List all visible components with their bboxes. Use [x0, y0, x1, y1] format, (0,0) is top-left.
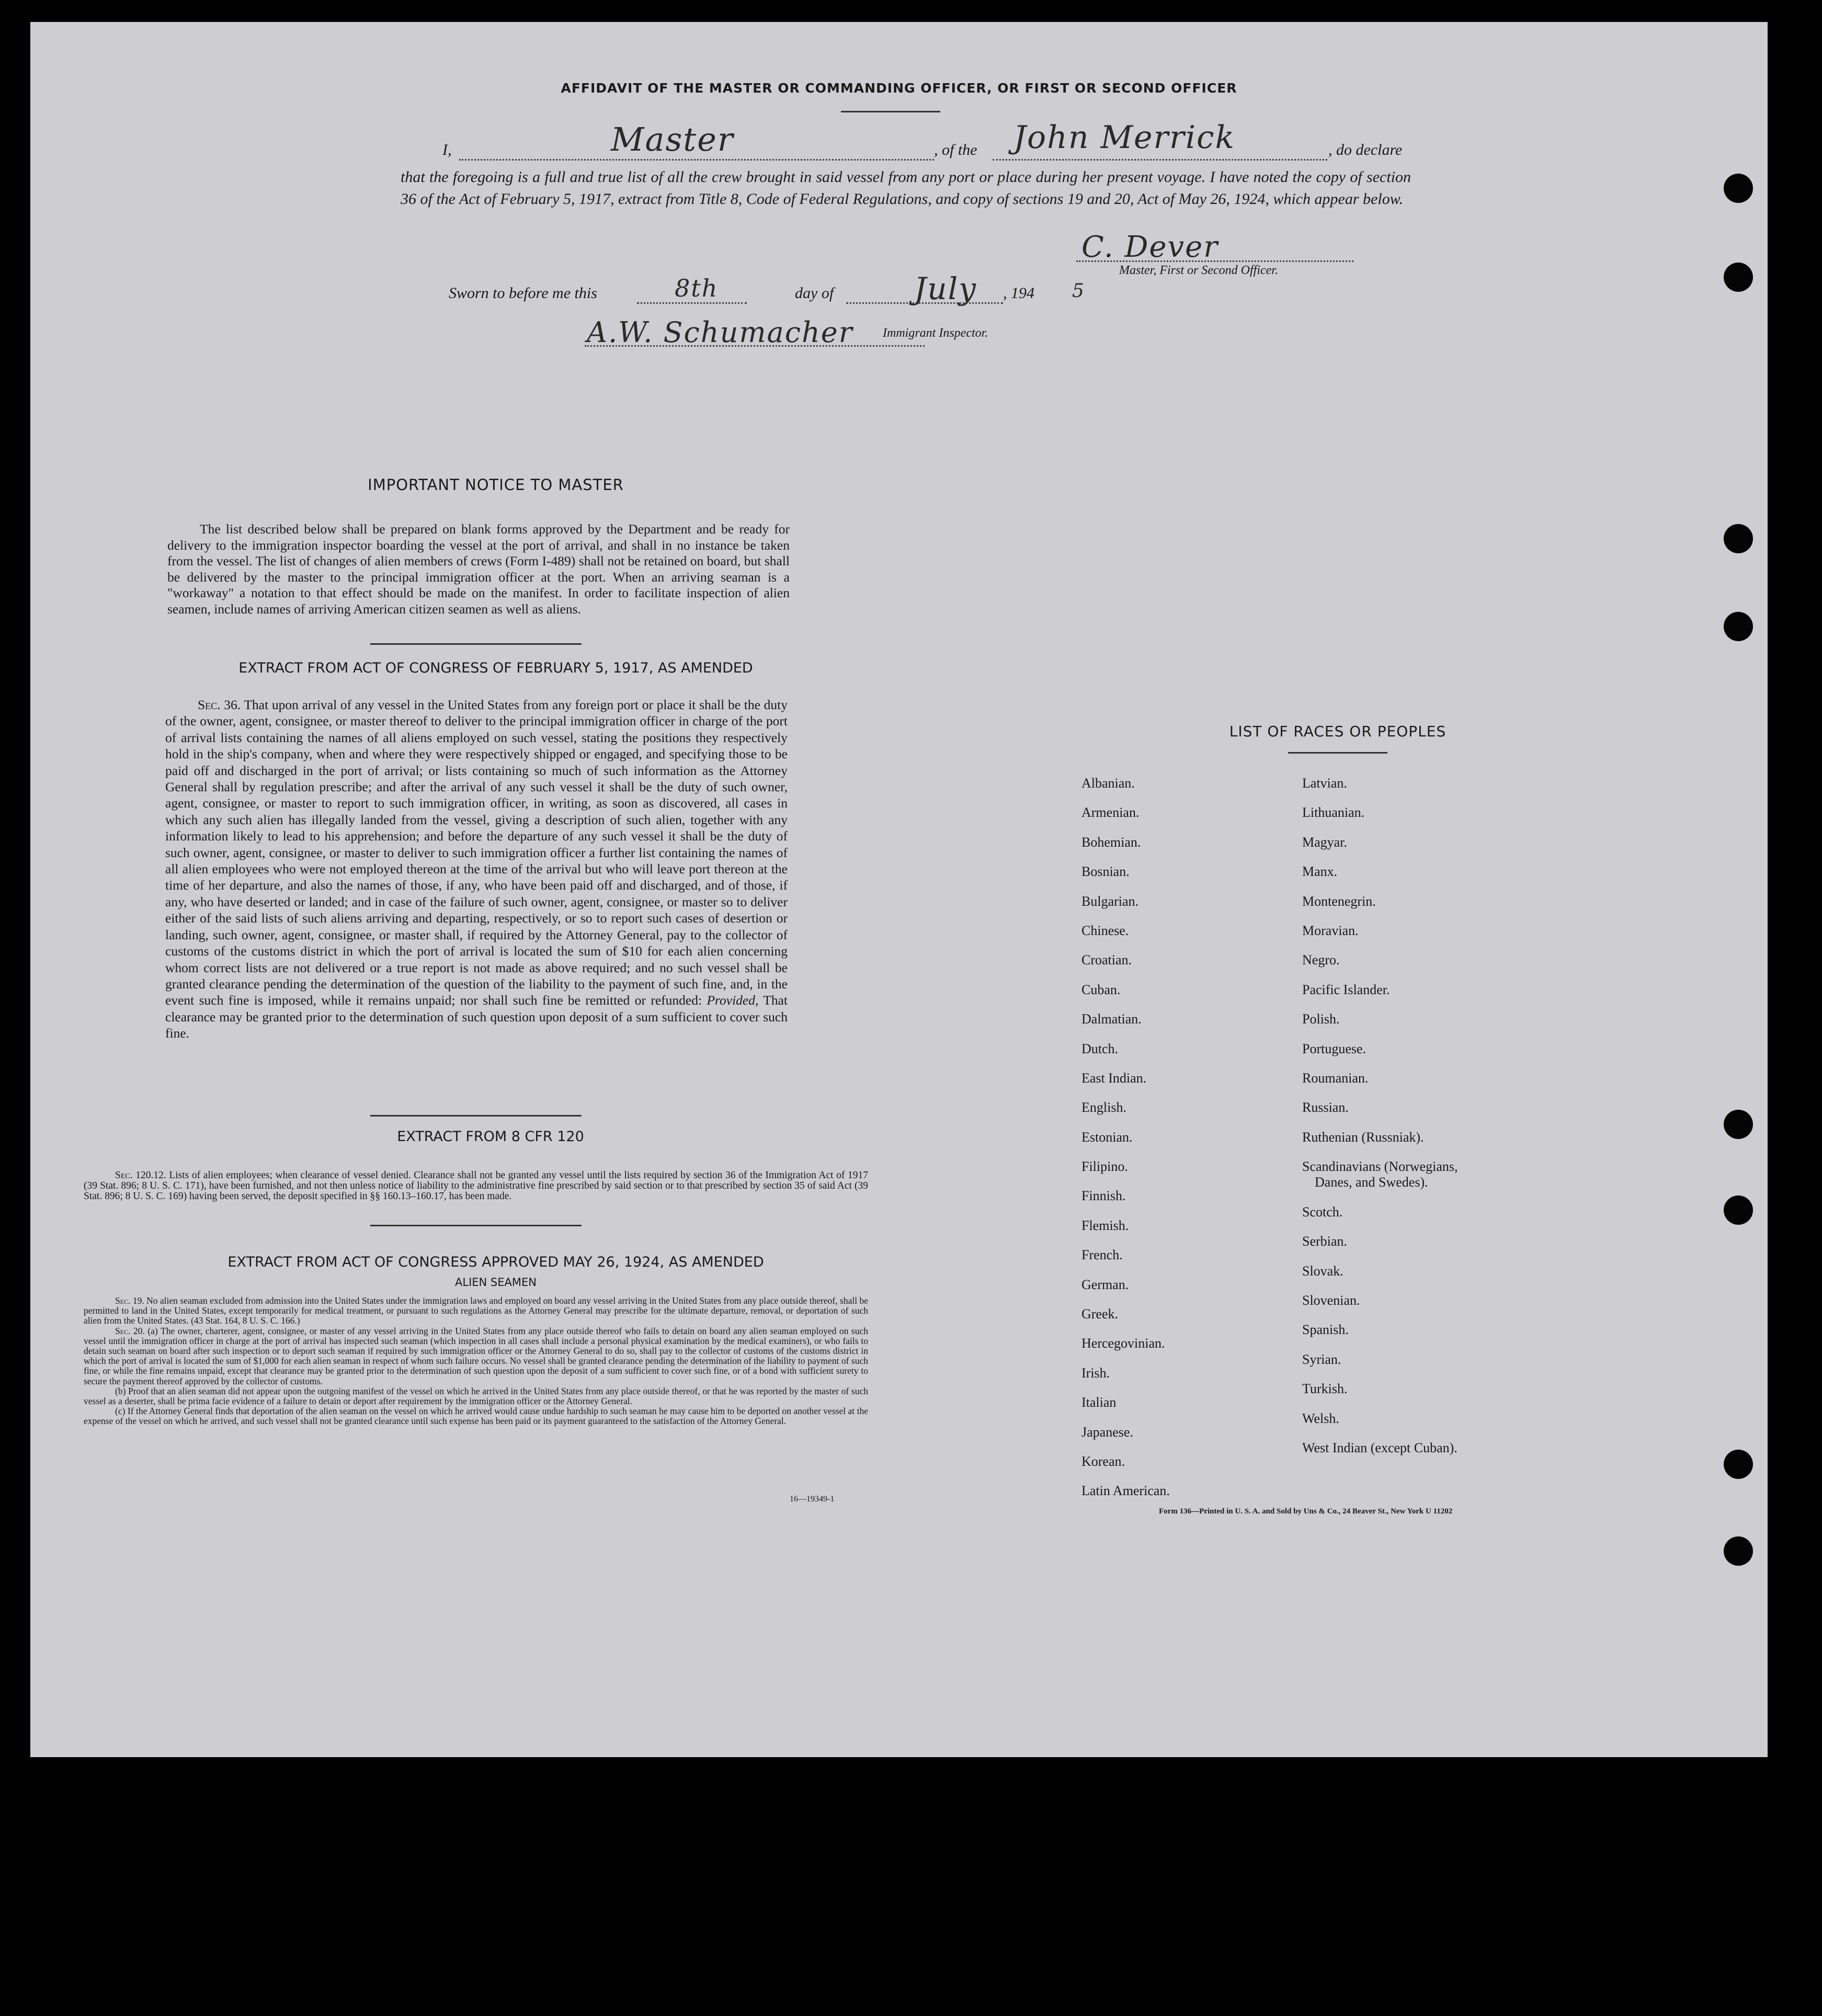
race-item: Latvian.: [1302, 776, 1347, 791]
race-item: Ruthenian (Russniak).: [1302, 1129, 1424, 1145]
race-item: German.: [1081, 1277, 1129, 1292]
race-item: Armenian.: [1081, 805, 1140, 821]
signature-caption: Master, First or Second Officer.: [1119, 264, 1278, 277]
sec-20a-body: (a) The owner, charterer, agent, consignee, or master of any vessel arriving in the United States from any place outside thereof who fails to detain on board any alien seaman employed on such vessel until the immigration officer in charge at the port of arrival has inspected such seaman (which inspection in all cases shall include a personal physical examination by the medical examiners), or who fails to detain such seaman on board after such inspection or to deport such seaman if required by such immigration officer or the Attorney General to do so, shall pay to the collector of customs of the customs district in which the port of arrival is located the sum of $1,000 for each alien seaman in respect of whom such failure occurs. No vessel shall be granted clearance pending the determination of the liability to payment of such fine, or while the fine remains unpaid, except that clearance may be granted prior to the determination of such question upon the deposit of a sum sufficient to cover such fine, or of a bond with sufficient surety to secure the payment thereof approved by the collector of customs.: [84, 1325, 868, 1386]
day-of-text: day of: [795, 284, 834, 302]
punch-hole: [1724, 1450, 1753, 1479]
form-page: [30, 22, 1768, 1757]
notice-title: IMPORTANT NOTICE TO MASTER: [368, 476, 624, 494]
race-item: Chinese.: [1081, 922, 1129, 938]
race-item: Italian: [1081, 1395, 1117, 1410]
master-handwriting: Master: [611, 120, 734, 158]
cfr-sec-label: Sec. 120.12.: [115, 1170, 166, 1181]
race-item: Flemish.: [1081, 1217, 1129, 1233]
notice-text: The list described below shall be prepared on blank forms approved by the Department and be ready for delivery to the immigration inspector boarding the vessel at the port of arrival, and shall in no instance be taken from the vessel. The list of changes of alien members of crews (Form I-489) shall not be retained on board, but shall be delivered by the master to the principal immigration officer at the port. When an arriving seaman is a "workaway" a notation to that effect should be made on the manifest. In order to facilitate inspection of alien seamen, include names of arriving American citizen seamen as well as aliens.: [167, 521, 790, 617]
vessel-handwriting: John Merrick: [1014, 119, 1235, 156]
race-item: Croatian.: [1081, 952, 1132, 968]
cfr-rule: [370, 1225, 582, 1226]
sec-19-body: No alien seaman excluded from admission into the United States under the immigration laws and employed on board any vessel arriving in the United States from any place outside thereof, shall be permitted to land in the United States, except temporarily for medical treatment, or pursuant to such regulations as the Attorney General may prescribe for the ultimate departure, removal, or deportation of such alien from the United States. (43 Stat. 164, 8 U. S. C. 166.): [84, 1295, 868, 1326]
cfr-text: [84, 1170, 868, 1202]
race-item: Portuguese.: [1302, 1041, 1366, 1056]
cfr-title: EXTRACT FROM 8 CFR 120: [397, 1129, 584, 1145]
month-handwriting: July: [914, 271, 977, 306]
race-item: Slovenian.: [1302, 1293, 1360, 1308]
race-item: Finnish.: [1081, 1188, 1126, 1204]
punch-hole: [1724, 174, 1753, 203]
race-item: West Indian (except Cuban).: [1302, 1440, 1457, 1455]
race-item: Dutch.: [1081, 1041, 1119, 1056]
signature-line: [1076, 260, 1353, 262]
races-rule: [1288, 752, 1387, 754]
race-item: Welsh.: [1302, 1410, 1339, 1426]
sec-20b: (b) Proof that an alien seaman did not appear upon the outgoing manifest of the vessel on which he arrived in the United States from any place outside thereof, or that he was reported by the master of such vessel as a deserter, shall be prima facie evidence of a failure to detain or deport after requirement by the immigration officer or the Attorney General.: [84, 1385, 868, 1407]
alien-seamen-subtitle: ALIEN SEAMEN: [455, 1276, 537, 1289]
race-item: Danes, and Swedes).: [1315, 1175, 1428, 1190]
inspector-signature: A.W. Schumacher: [587, 316, 853, 349]
race-item: English.: [1081, 1100, 1126, 1115]
notice-rule: [370, 643, 582, 645]
race-item: Filipino.: [1081, 1159, 1128, 1175]
race-item: Negro.: [1302, 952, 1340, 968]
sec-20-label: Sec. 20.: [115, 1325, 145, 1336]
race-item: Polish.: [1302, 1011, 1340, 1027]
race-item: Russian.: [1302, 1100, 1349, 1115]
affidavit-body: that the foregoing is a full and true list of all the crew brought in said vessel from any port or place during her present voyage. I have noted the copy of section 36 of the Act of February 5, 1917, extract from Title 8, Code of Federal Regulations, and copy of sections 19 and 20, Act of May 26, 1924, which appear below.: [401, 168, 1411, 208]
race-item: Albanian.: [1081, 776, 1135, 791]
cfr-sec-body: Lists of alien employees; when clearance of vessel denied. Clearance shall not be granted any vessel until the lists required by section 36 of the Immigration Act of 1917 (39 Stat. 896; 8 U. S. C. 171), have been furnished, and not then unless notice of liability to the administrative fine prescribed by said section or to that prescribed by section 35 of said Act (39 Stat. 896; 8 U. S. C. 169) having been served, the deposit specified in §§ 160.13–160.17, has been made.: [84, 1170, 869, 1202]
inspector-line: [585, 345, 925, 347]
race-item: Serbian.: [1302, 1234, 1347, 1249]
races-title: LIST OF RACES OR PEOPLES: [1229, 723, 1447, 740]
extract-1924-title: EXTRACT FROM ACT OF CONGRESS APPROVED MAY 26, 1924, AS AMENDED: [227, 1254, 764, 1270]
race-item: Scotch.: [1302, 1204, 1343, 1220]
day-line: [637, 302, 747, 304]
form-code: 16—19349-1: [790, 1495, 835, 1504]
punch-hole: [1724, 263, 1753, 292]
sec-20a: [84, 1326, 868, 1386]
sec-20c: (c) If the Attorney General finds that deportation of the alien seaman on the vessel on which he arrived would cause undue hardship to such seaman he may cause him to be deported on another vessel at the expense of the vessel on which he arrived, and such vessel shall not be granted clearance until such expense has been paid or its payment guaranteed to the satisfaction of the Attorney General.: [84, 1406, 868, 1427]
race-item: Bulgarian.: [1081, 893, 1139, 909]
race-item: French.: [1081, 1247, 1123, 1263]
title-rule: [841, 111, 940, 112]
vessel-line: [993, 159, 1327, 161]
races-left-column: [1081, 769, 1170, 1506]
race-item: Spanish.: [1302, 1322, 1349, 1338]
affidavit-title: AFFIDAVIT OF THE MASTER OR COMMANDING OFFICER, OR FIRST OR SECOND OFFICER: [561, 81, 1237, 96]
year-text: , 194: [1003, 284, 1034, 302]
sec-19: [84, 1296, 868, 1326]
affidavit-declare: , do declare: [1328, 141, 1403, 158]
extract-1924-text: [84, 1296, 868, 1427]
race-item: Moravian.: [1302, 922, 1359, 938]
race-item: Turkish.: [1302, 1381, 1348, 1397]
extract-1917-rule: [370, 1115, 582, 1117]
races-right-column: [1302, 769, 1457, 1463]
affidavit-of-the: , of the: [934, 141, 977, 158]
race-item: Estonian.: [1081, 1129, 1133, 1145]
race-item: Magyar.: [1302, 834, 1347, 850]
race-item: Latin American.: [1081, 1483, 1170, 1499]
master-signature: C. Dever: [1081, 230, 1219, 264]
day-handwriting: 8th: [675, 274, 719, 302]
extract-1917-title: EXTRACT FROM ACT OF CONGRESS OF FEBRUARY 5, 1917, AS AMENDED: [238, 660, 753, 676]
printer-imprint: Form 136—Printed in U. S. A. and Sold by Uns & Co., 24 Beaver St., New York U 11202: [1159, 1507, 1453, 1516]
affidavit-i: I,: [442, 141, 452, 158]
year-handwriting: 5: [1072, 280, 1085, 302]
race-item: Manx.: [1302, 864, 1338, 880]
race-item: Scandinavians (Norwegians,: [1302, 1159, 1458, 1175]
race-item: Bosnian.: [1081, 864, 1130, 880]
race-item: Hercegovinian.: [1081, 1336, 1165, 1351]
race-item: Lithuanian.: [1302, 805, 1365, 821]
punch-hole: [1724, 524, 1753, 553]
proviso-text: That clearance may be granted prior to the determination of such question upon deposit of a sum sufficient to cover such fine.: [165, 993, 788, 1041]
race-item: Korean.: [1081, 1453, 1125, 1469]
punch-hole: [1724, 1110, 1753, 1139]
race-item: Bohemian.: [1081, 834, 1141, 850]
proviso-label: Provided,: [707, 993, 759, 1008]
sec-36-body: That upon arrival of any vessel in the United States from any foreign port or place it shall be the duty of the owner, agent, consignee, or master thereof to deliver to the principal immigration officer in charge of the port of arrival lists containing the names of all aliens employed on such vessel, stating the positions they respectively hold in the ship's company, when and where they were respectively shipped or engaged, and specifying those to be paid off and discharged in the port of arrival; or lists containing so much of such information as the Attorney General shall by regulation prescribe; and after the arrival of any such vessel it shall be the duty of such owner, agent, consignee, or master to report to such immigration officer, in writing, as soon as discovered, all cases in which any such alien has illegally landed from the vessel, giving a description of such alien, together with any information likely to lead to his apprehension; and before the departure of any such vessel it shall be the duty of such owner, agent, consignee, or master to deliver to such immigration officer a further list containing the names of all alien employees who were not employed thereon at the time of the arrival but who will leave port thereon at the time of her departure, and also the names of those, if any, who have been paid off and discharged, and of those, if any, who have deserted or landed; and in case of the failure of such owner, agent, consignee, or master so to deliver either of the said lists of such aliens arriving and departing, respectively, or so to report such cases of desertion or landing, such owner, agent, consignee, or master shall, if required by the Attorney General, pay to the collector of customs of the customs district in which the port of arrival is located the sum of $10 for each alien concerning whom correct lists are not delivered or a true report is not made as above required; and no such vessel shall be granted clearance pending the determination of the question of the liability to the payment of such fine, and, in the event such fine is imposed, while it remains unpaid; nor shall such fine be remitted or refunded:: [165, 697, 788, 1008]
race-item: Pacific Islander.: [1302, 982, 1390, 997]
race-item: Slovak.: [1302, 1263, 1343, 1279]
punch-hole: [1724, 612, 1753, 641]
sworn-text: Sworn to before me this: [449, 284, 597, 302]
race-item: Japanese.: [1081, 1424, 1133, 1440]
race-item: Montenegrin.: [1302, 893, 1376, 909]
sec-19-label: Sec. 19.: [115, 1295, 144, 1306]
inspector-caption: Immigrant Inspector.: [883, 326, 988, 340]
race-item: East Indian.: [1081, 1070, 1147, 1086]
race-item: Greek.: [1081, 1306, 1119, 1322]
punch-hole: [1724, 1536, 1753, 1566]
race-item: Syrian.: [1302, 1351, 1341, 1367]
sec-36-label: Sec. 36.: [198, 697, 241, 712]
extract-1917-text: [165, 697, 788, 1042]
name-line: [459, 159, 934, 161]
race-item: Irish.: [1081, 1365, 1110, 1381]
race-item: Cuban.: [1081, 982, 1121, 997]
punch-hole: [1724, 1195, 1753, 1225]
race-item: Dalmatian.: [1081, 1011, 1142, 1027]
race-item: Roumanian.: [1302, 1070, 1369, 1086]
